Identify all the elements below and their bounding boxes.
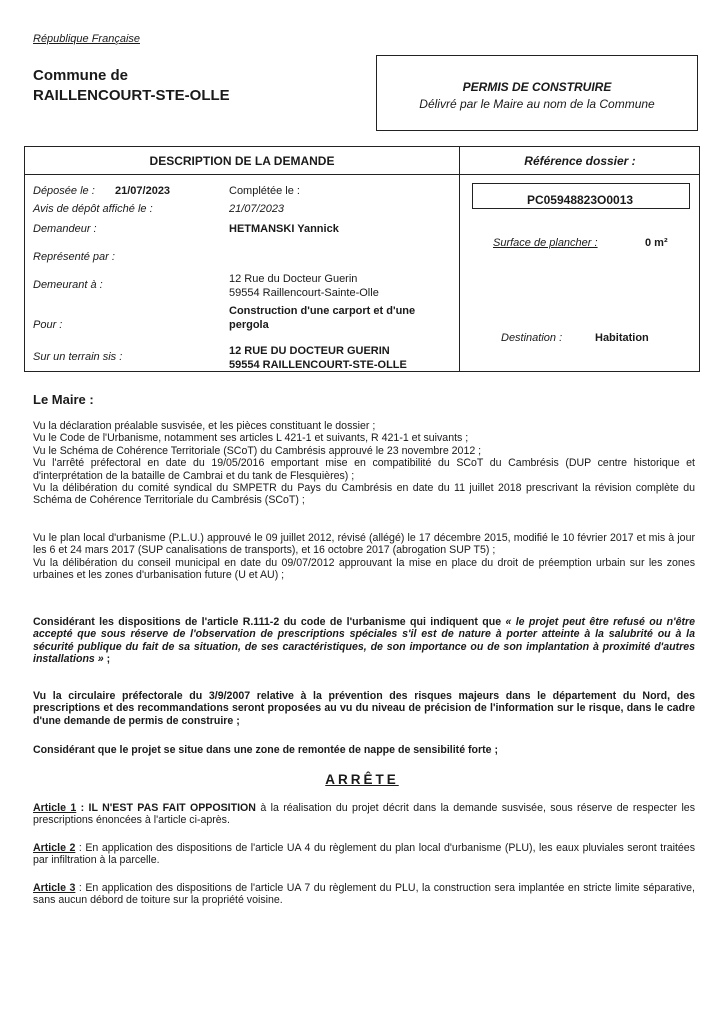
article-1-text: à la réalisation du projet décrit dans la demande susvisée, sous réserve de respecter les prescriptions énoncées à l'article ci-après. <box>33 802 695 827</box>
terrain-label: Sur un terrain sis : <box>33 351 123 363</box>
considerant-r111 <box>33 616 695 666</box>
completee-value: 21/07/2023 <box>229 203 285 215</box>
destination-value: Habitation <box>595 332 649 344</box>
article-3-label: Article 3 <box>33 882 76 894</box>
surface-value: 0 m² <box>645 237 668 249</box>
deposee-label: Déposée le : <box>33 185 95 197</box>
pour-label: Pour : <box>33 319 63 331</box>
considerant-r111-quote: « le projet peut être refusé ou n'être accepté que sous réserve de l'observation de prescriptions spéciales s'il est de nature à porter atteinte à la salubrité ou à la sécurité publique du fait de sa situation, de ses caractéristiques, de son importance ou de son implantation à proximité d'autres installations » <box>33 616 696 666</box>
demeurant-label: Demeurant à : <box>33 279 103 291</box>
article-1-label: Article 1 <box>33 802 77 814</box>
represente-label: Représenté par : <box>33 251 115 263</box>
article-2-text: : En application des dispositions de l'article UA 4 du règlement du plan local d'urbanisme (PLU), les eaux pluviales seront traitées par infiltration à la parcelle. <box>33 842 695 867</box>
surface-label: Surface de plancher : <box>493 237 598 249</box>
article-1-bold: : IL N'EST PAS FAIT OPPOSITION <box>76 802 256 814</box>
vu-block-2 <box>33 532 695 582</box>
deposee-value: 21/07/2023 <box>115 185 171 197</box>
description-box <box>24 146 700 372</box>
commune-line1: Commune de <box>33 67 129 84</box>
vu-code-urbanisme: Vu le Code de l'Urbanisme, notamment ses articles L 421-1 et suivants, R 421-1 et suivants ; <box>33 432 469 445</box>
permis-title: PERMIS DE CONSTRUIRE <box>462 80 612 94</box>
vu-declaration: Vu la déclaration préalable susvisée, et les pièces constituant le dossier ; <box>33 420 376 432</box>
permis-box <box>376 55 698 131</box>
article-1 <box>33 802 695 827</box>
commune-name <box>33 66 230 106</box>
demeurant-line2: 59554 Raillencourt-Sainte-Olle <box>229 287 379 299</box>
pour-line1: Construction d'une carport et d'une <box>229 305 416 317</box>
article-3-text: : En application des dispositions de l'article UA 7 du règlement du PLU, la construction sera implantée en stricte limite séparative, sans aucun débord de toiture sur la propriété voisine. <box>33 882 695 907</box>
commune-line2: RAILLENCOURT-STE-OLLE <box>33 87 230 104</box>
demandeur-value: HETMANSKI Yannick <box>229 223 339 235</box>
arrete-heading: ARRÊTE <box>325 772 399 787</box>
vu-scot: Vu le Schéma de Cohérence Territoriale (SCoT) du Cambrésis approuvé le 23 novembre 2012 ; <box>33 444 482 457</box>
vu-deliberation-smpetr: Vu la délibération du comité syndical du SMPETR du Pays du Cambrésis en date du 11 juillet 2018 prescrivant la révision complète du Schéma de Cohérence Territoriale du Cambrésis (SCoT) ; <box>33 482 695 507</box>
considerant-r111-end: ; <box>103 653 111 666</box>
pour-line2: pergola <box>229 319 269 331</box>
vu-arrete-prefectoral: Vu l'arrêté préfectoral en date du 19/05/2016 emportant mise en compatibilité du SCoT du Cambrésis (DUP centre historique et d'interprétation de la bataille de Cambrai et du tank de Flesquières) ; <box>33 457 695 482</box>
description-title: DESCRIPTION DE LA DEMANDE <box>149 154 335 168</box>
article-2-label: Article 2 <box>33 842 76 854</box>
demeurant-line1: 12 Rue du Docteur Guerin <box>229 273 358 285</box>
article-3 <box>33 882 695 907</box>
reference-title: Référence dossier : <box>524 154 636 168</box>
avis-depot-label: Avis de dépôt affiché le : <box>33 203 153 215</box>
completee-label: Complétée le : <box>229 185 300 197</box>
demandeur-label: Demandeur : <box>33 223 97 235</box>
maire-heading: Le Maire : <box>33 392 94 407</box>
vu-plu: Vu le plan local d'urbanisme (P.L.U.) approuvé le 09 juillet 2012, révisé (allégé) le 17 décembre 2015, modifié le 10 février 2017 et mis à jour les 6 et 24 mars 2017 (SUP canalisations de transports), et 16 octobre 2017 (abrogation SUP T5) ; <box>33 532 695 557</box>
vu-deliberation-conseil: Vu la délibération du conseil municipal en date du 09/07/2012 approuvant la mise en place du droit de préemption urbain sur les zones urbaines et les zones d'urbanisation future (U et AU) ; <box>33 556 695 582</box>
destination-label: Destination : <box>501 332 563 344</box>
permis-subtitle: Délivré par le Maire au nom de la Commune <box>419 97 655 111</box>
article-2 <box>33 842 695 867</box>
republique-francaise: République Française <box>33 33 141 45</box>
description-divider <box>459 147 460 371</box>
terrain-line1: 12 RUE DU DOCTEUR GUERIN <box>229 345 390 357</box>
vu-block-1 <box>33 420 695 507</box>
vu-circulaire: Vu la circulaire préfectorale du 3/9/2007 relative à la prévention des risques majeurs dans le département du Nord, des prescriptions et des recommandations seront proposées au vu du niveau de précision de l'information sur le risque, dans le cadre d'une demande de permis de construire ; <box>33 690 695 727</box>
terrain-line2: 59554 RAILLENCOURT-STE-OLLE <box>229 359 407 371</box>
considerant-nappe: Considérant que le projet se situe dans une zone de remontée de nappe de sensibilité forte ; <box>33 744 499 756</box>
reference-value: PC05948823O0013 <box>526 193 634 207</box>
considerant-r111-intro: Considérant les dispositions de l'article R.111-2 du code de l'urbanisme qui indiquent que <box>33 616 506 628</box>
